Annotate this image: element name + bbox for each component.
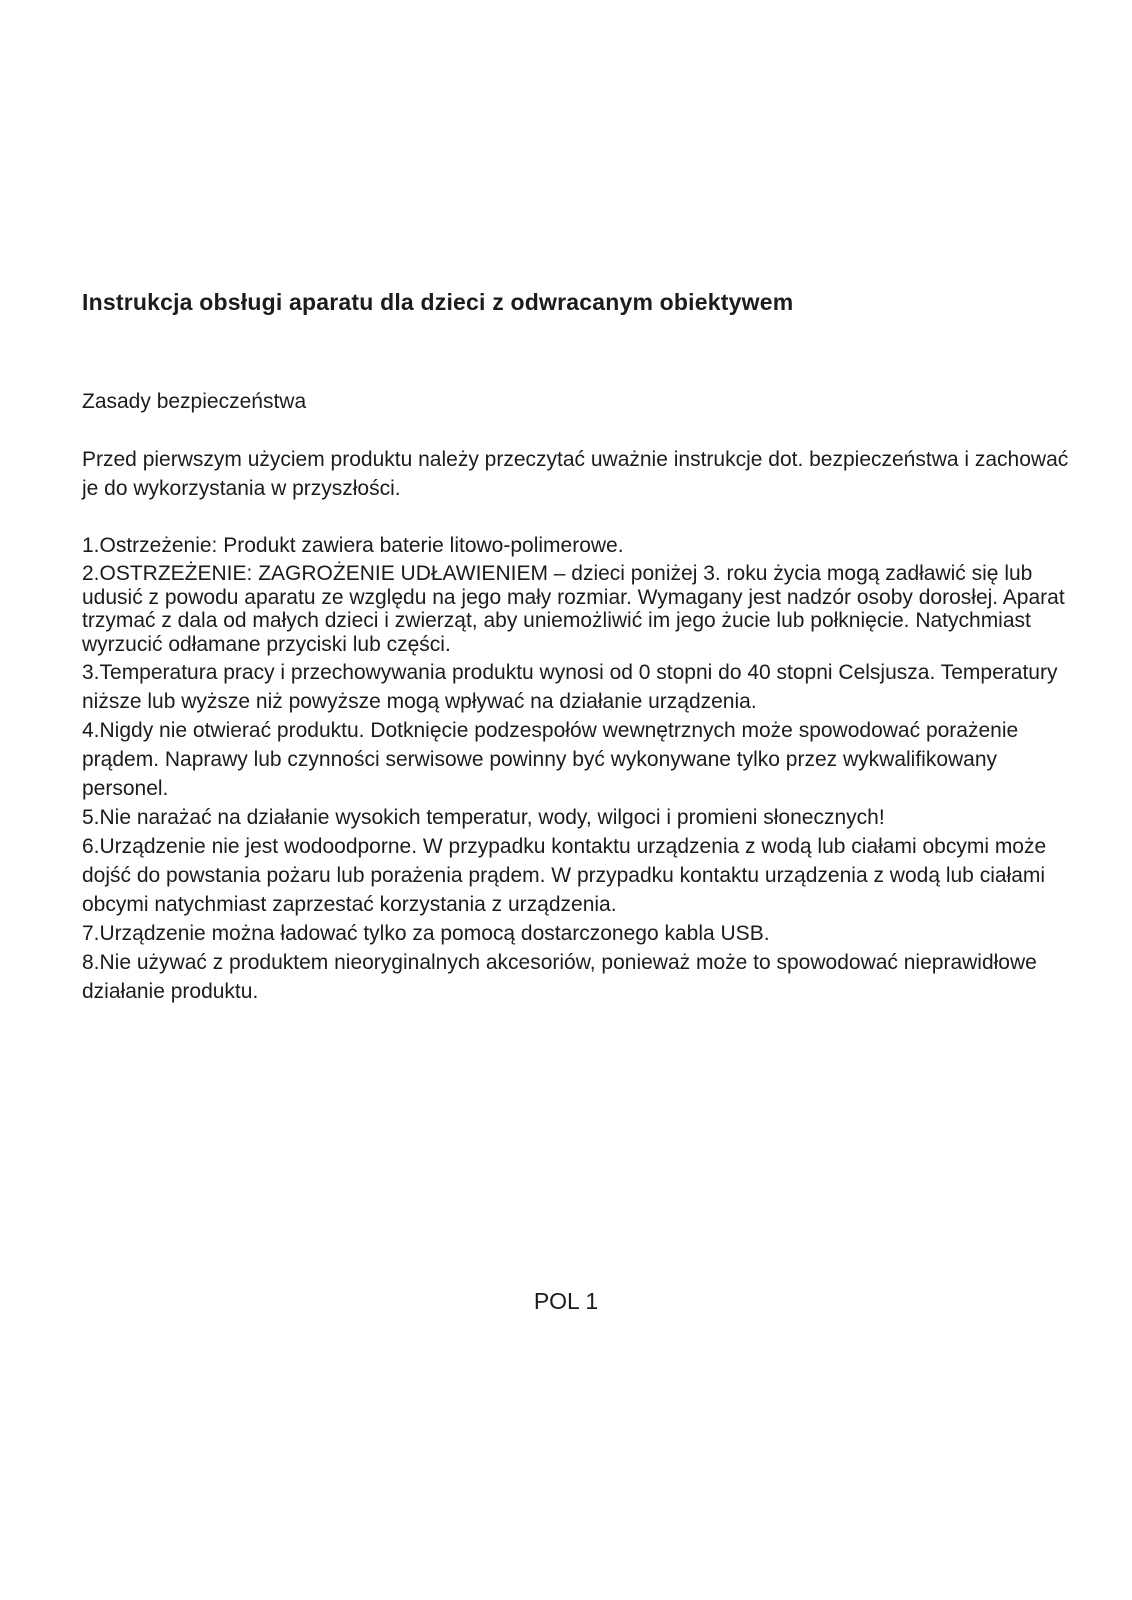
safety-rule-3: 3.Temperatura pracy i przechowywania produktu wynosi od 0 stopni do 40 stopni Celsjusza. Temperatury niższe lub wyższe niż powyższe mogą wpływać na działanie urządzenia.	[82, 661, 1058, 713]
safety-rule-6: 6.Urządzenie nie jest wodoodporne. W przypadku kontaktu urządzenia z wodą lub ciałami obcymi może dojść do powstania pożaru lub porażenia prądem. W przypadku kontaktu urządzenia z wodą lub ciałami obcymi natychmiast zaprzestać korzystania z urządzenia.	[82, 835, 1047, 916]
intro-paragraph: Przed pierwszym użyciem produktu należy przeczytać uważnie instrukcje dot. bezpieczeństwa i zachować je do wykorzystania w przyszłości.	[82, 448, 1069, 500]
safety-rule-8: 8.Nie używać z produktem nieoryginalnych akcesoriów, ponieważ może to spowodować nieprawidłowe działanie produktu.	[82, 951, 1037, 1003]
safety-rule-5: 5.Nie narażać na działanie wysokich temperatur, wody, wilgoci i promieni słonecznych!	[82, 806, 885, 829]
safety-rule-1: 1.Ostrzeżenie: Produkt zawiera baterie litowo-polimerowe.	[82, 534, 624, 557]
safety-rule-7: 7.Urządzenie można ładować tylko za pomocą dostarczonego kabla USB.	[82, 922, 770, 945]
safety-rule-2: 2.OSTRZEŻENIE: ZAGROŻENIE UDŁAWIENIEM – dzieci poniżej 3. roku życia mogą zadławić się lub udusić z powodu aparatu ze względu na jego mały rozmiar. Wymagany jest nadzór osoby dorosłej. Aparat trzymać z dala od małych dzieci i zwierząt, aby uniemożliwić im jego żucie lub połknięcie. Natychmiast wyrzucić odłamane przyciski lub części.	[82, 562, 1065, 656]
safety-rules-list	[82, 531, 1082, 1006]
section-heading: Zasady bezpieczeństwa	[82, 390, 307, 413]
document-title: Instrukcja obsługi aparatu dla dzieci z odwracanym obiektywem	[82, 289, 794, 315]
page-number: POL 1	[533, 1288, 599, 1314]
safety-rule-4: 4.Nigdy nie otwierać produktu. Dotknięcie podzespołów wewnętrznych może spowodować porażenie prądem. Naprawy lub czynności serwisowe powinny być wykonywane tylko przez wykwalifikowany personel.	[82, 719, 1019, 800]
